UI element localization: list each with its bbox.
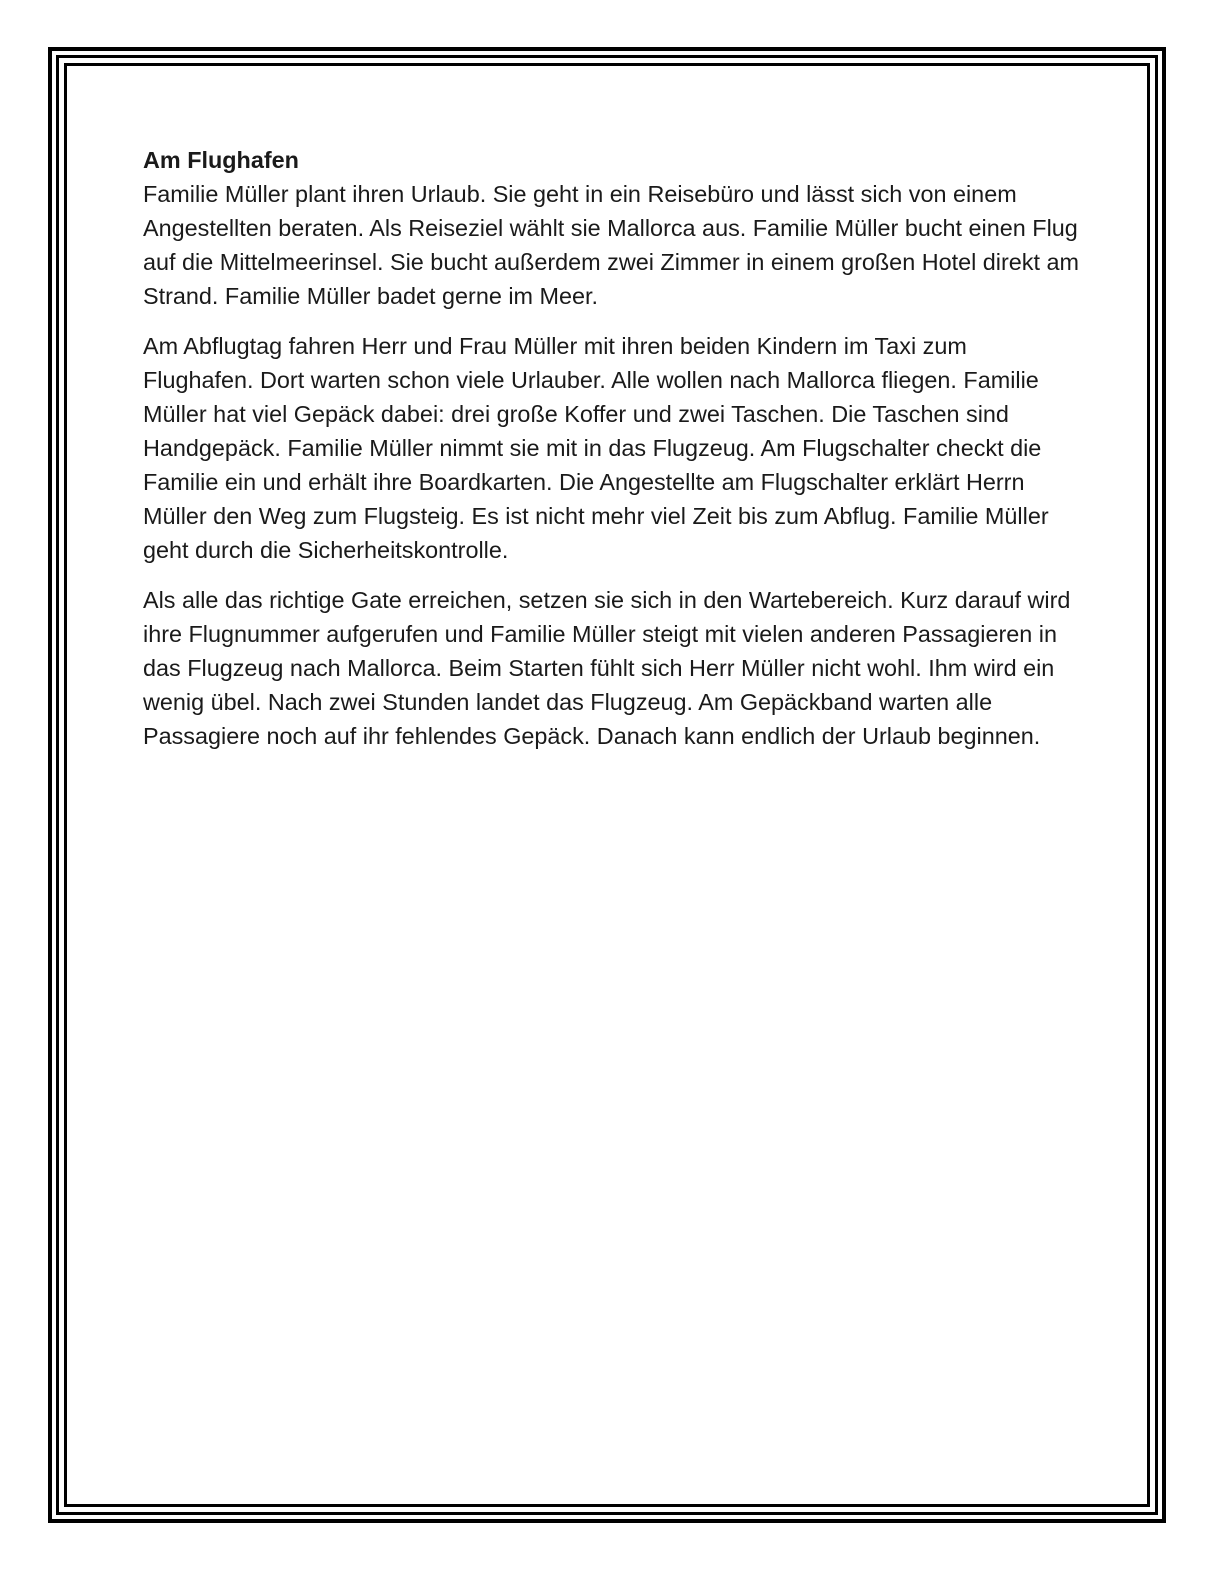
document-title: Am Flughafen (143, 147, 299, 173)
paragraph-2: Am Abflugtag fahren Herr und Frau Müller mit ihren beiden Kindern im Taxi zum Flughafen. Dort warten schon viele Urlauber. Alle wollen nach Mallorca fliegen. Familie Müller hat viel Gepäck dabei: drei große Koffer und zwei Taschen. Die Taschen sind Handgepäck. Familie Müller nimmt sie mit in das Flugzeug. Am Flugschalter checkt die Familie ein und erhält ihre Boardkarten. Die Angestellte am Flugschalter erklärt Herrn Müller den Weg zum Flugsteig. Es ist nicht mehr viel Zeit bis zum Abflug. Familie Müller geht durch die Sicherheitskontrolle. (143, 333, 1049, 563)
paragraph-3: Als alle das richtige Gate erreichen, setzen sie sich in den Wartebereich. Kurz darauf wird ihre Flugnummer aufgerufen und Familie Müller steigt mit vielen anderen Passagieren in das Flugzeug nach Mallorca. Beim Starten fühlt sich Herr Müller nicht wohl. Ihm wird ein wenig übel. Nach zwei Stunden landet das Flugzeug. Am Gepäckband warten alle Passagiere noch auf ihr fehlendes Gepäck. Danach kann endlich der Urlaub beginnen. (143, 587, 1071, 749)
document-body (143, 143, 1083, 753)
paragraph-1: Familie Müller plant ihren Urlaub. Sie geht in ein Reisebüro und lässt sich von einem Angestellten beraten. Als Reiseziel wählt sie Mallorca aus. Familie Müller bucht einen Flug auf die Mittelmeerinsel. Sie bucht außerdem zwei Zimmer in einem großen Hotel direkt am Strand. Familie Müller badet gerne im Meer. (143, 181, 1079, 309)
